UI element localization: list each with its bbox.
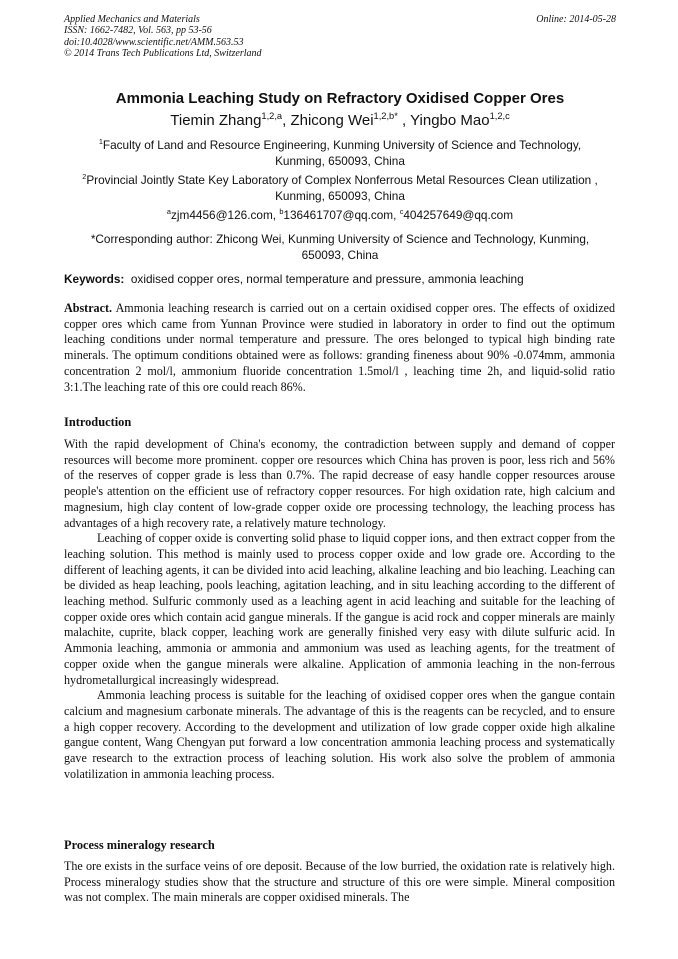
paragraph: The ore exists in the surface veins of ore deposit. Because of the low burried, the oxidation rate is relatively high. Process mineralogy studies show that the structure and structure of this ore were simple. Mineral composition was not complex. The main minerals are copper oxidised minerals. The: [64, 859, 615, 905]
corresponding-text: 650093, China: [301, 248, 379, 262]
affiliation-text: Faculty of Land and Resource Engineering, Kunming University of Science and Technology,: [102, 138, 582, 152]
corresponding-author: [64, 231, 616, 263]
doi-line: doi:10.4028/www.scientific.net/AMM.563.53: [64, 36, 244, 48]
email-marker: a: [166, 207, 171, 217]
issn-line: ISSN: 1662-7482, Vol. 563, pp 53-56: [64, 25, 212, 37]
keywords-label: Keywords:: [64, 272, 125, 286]
affiliation-text: Kunming, 650093, China: [275, 189, 405, 203]
journal-name: Applied Mechanics and Materials: [64, 14, 200, 25]
email-address: 136461707@qq.com,: [283, 208, 400, 222]
online-date: Online: 2014-05-28: [536, 14, 616, 25]
affiliation-text: Kunming, 650093, China: [275, 154, 405, 168]
process-mineralogy-body: [64, 859, 615, 906]
affiliation-2: [64, 172, 616, 204]
email-line: [64, 207, 616, 223]
abstract: [64, 301, 615, 395]
email-address: 404257649@qq.com: [403, 208, 514, 222]
introduction-body: [64, 437, 615, 782]
abstract-text: Ammonia leaching research is carried out on a certain oxidised copper ores. The effects of oxidized copper ores which came from Yunnan Province were studied in laboratory in order to find out the optimum leaching conditions under normal temperature and pressure. The ores belonged to typical high binding rate minerals. The optimum conditions obtained were as follows: granding fineness about 90% -0.074mm, ammonia concentration 2 mol/l, ammonium fluoride concentration 1.5mol/l , leaching time 2h, and liquid-solid ratio 3:1.The leaching rate of this ore could reach 86%.: [64, 301, 616, 394]
author-affiliation-marker: 1,2,c: [489, 111, 510, 121]
affiliation-marker: 2: [82, 172, 87, 182]
author-separator: ,: [397, 112, 411, 129]
section-heading-process-mineralogy: Process mineralogy research: [64, 838, 215, 852]
author-affiliation-marker: 1,2,b*: [373, 111, 398, 121]
affiliation-text: Provincial Jointly State Key Laboratory of Complex Nonferrous Metal Resources Clean utilization ,: [86, 173, 598, 187]
author-affiliation-marker: 1,2,a: [261, 111, 283, 121]
section-heading-introduction: Introduction: [64, 415, 132, 429]
affiliation-1: [64, 137, 616, 169]
keywords-text: oxidised copper ores, normal temperature and pressure, ammonia leaching: [130, 272, 524, 286]
paper-title: Ammonia Leaching Study on Refractory Oxidised Copper Ores: [115, 90, 565, 107]
journal-header: [64, 14, 616, 59]
paragraph: Ammonia leaching process is suitable for the leaching of oxidised copper ores when the gangue contain calcium and magnesium carbonate minerals. The advantage of this is the reagents can be recycled, and to ensure a high copper recovery. According to the development and utilization of low grade copper oxide high alkaline gangue content, Wang Chengyan put forward a low concentration ammonia leaching process and systematically gave research to the extraction process of leaching solution. His work also solve the problem of ammonia volatilization in ammonia leaching process.: [64, 688, 615, 781]
author-name: Tiemin Zhang: [170, 112, 262, 129]
author-name: Zhicong Wei: [290, 112, 374, 129]
author-list: [64, 112, 616, 130]
email-marker: b: [279, 207, 284, 217]
email-marker: c: [399, 207, 404, 217]
keywords-line: [64, 271, 616, 287]
corresponding-text: *Corresponding author: Zhicong Wei, Kunming University of Science and Technology, Kunming,: [90, 232, 590, 246]
copyright-line: © 2014 Trans Tech Publications Ltd, Switzerland: [64, 47, 262, 59]
author-name: Yingbo Mao: [410, 112, 490, 129]
email-address: zjm4456@126.com,: [170, 208, 280, 222]
paragraph: With the rapid development of China's economy, the contradiction between supply and demand of copper resources will become more prominent. copper ore resources which China has proven is poor, less rich and 56% of the reserves of copper grade is less than 0.7%. The rapid decrease of easy handle copper resources arouse people's attention on the efficient use of refractory copper resources. For high oxidation rate, high calcium and magnesium, high clay content of low-grade copper oxide ore processing technology, the leaching process has advantages of a high recovery rate, a relatively mature technology.: [64, 437, 615, 530]
affiliation-marker: 1: [98, 137, 103, 147]
paragraph: Leaching of copper oxide is converting solid phase to liquid copper ions, and then extract copper from the leaching solution. This method is mainly used to process copper oxide and low grade ore. According to the different of leaching agents, it can be divided into acid leaching, alkaline leaching and bio leaching. Leaching can be divided as heap leaching, pools leaching, agitation leaching, and in situ leaching according to the different of leaching method. Sulfuric commonly used as a leaching agent in acid leaching and suitable for the leaching of copper oxide ores which contain acid gangue minerals. If the gangue is acid rock and copper minerals are mainly malachite, cuprite, black copper, leaching work are generally finished very easy with dilute sulfuric acid. In Ammonia leaching, ammonia or ammonia and ammonium was used as leaching agents, for the treatment of copper oxide when the gangue minerals were alkaline. Application of ammonia leaching in the non-ferrous hydrometallurgical increasingly widespread.: [64, 531, 615, 687]
abstract-label: Abstract.: [64, 301, 113, 315]
author-separator: ,: [282, 112, 291, 129]
